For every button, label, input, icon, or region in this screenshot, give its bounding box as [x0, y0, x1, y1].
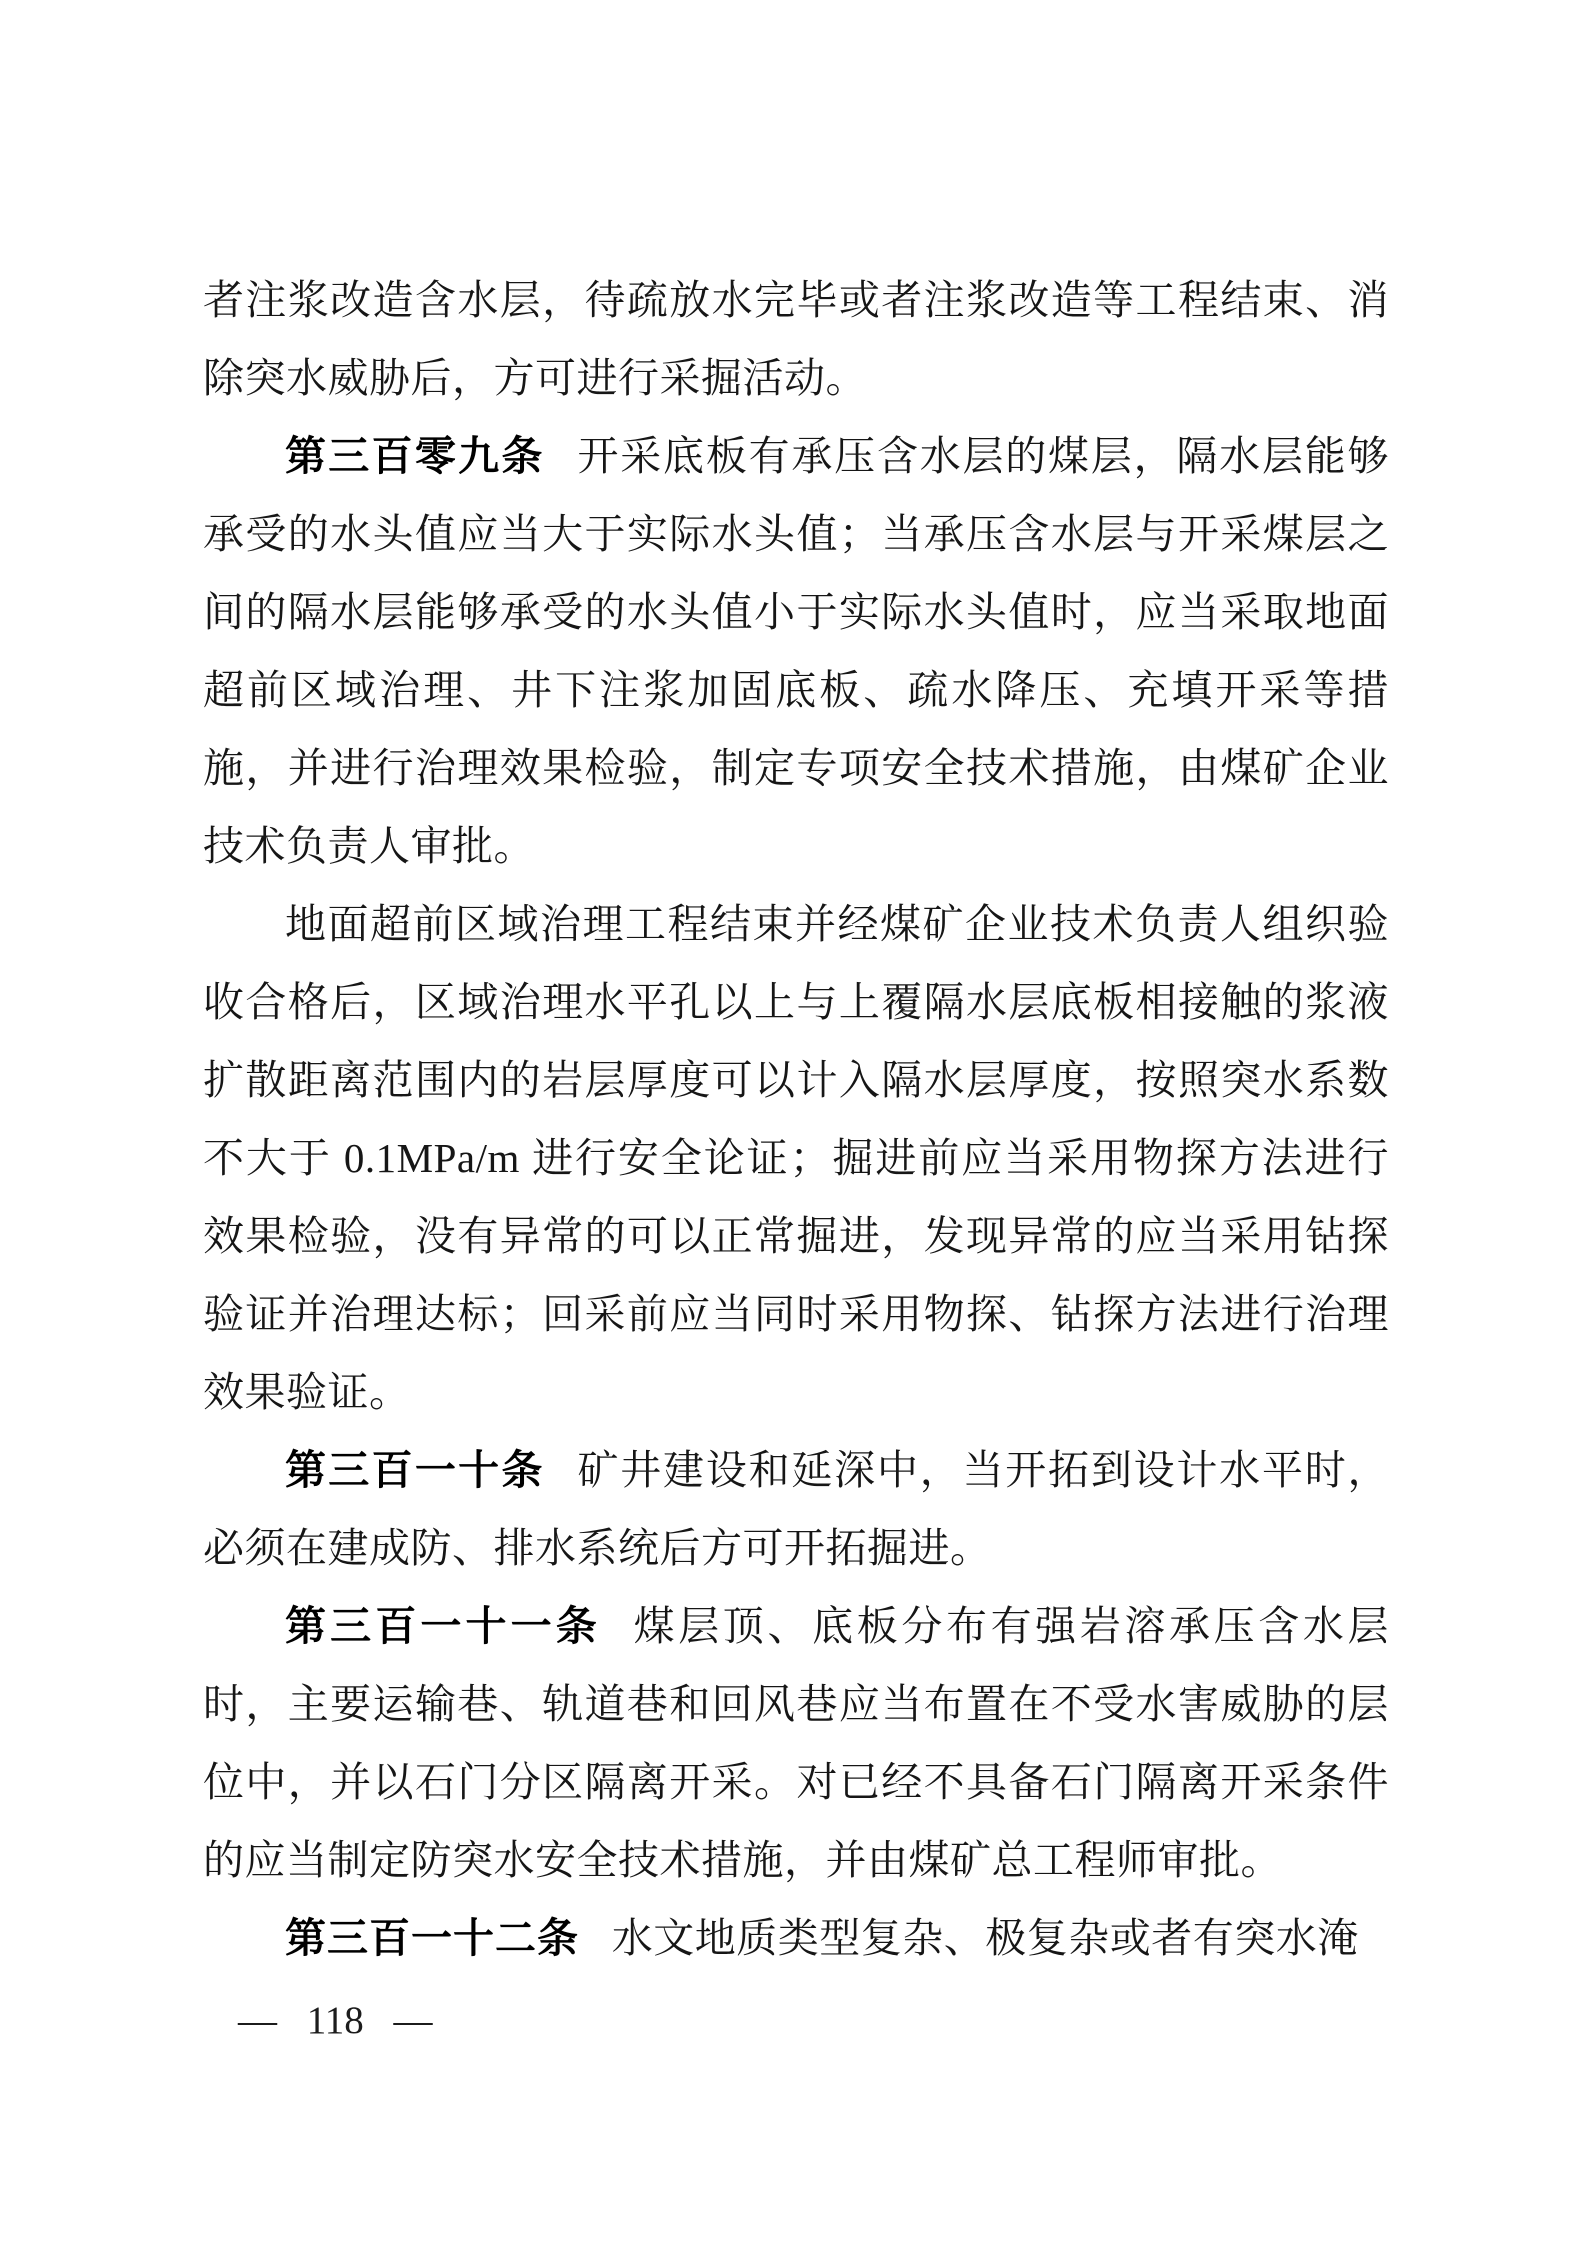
paragraph-text: 煤层顶、底板分布有强岩溶承压含水层时，主要运输巷、轨道巷和回风巷应当布置在不受水害威胁的层位中，并以石门分区隔离开采。对已经不具备石门隔离开采条件的应当制定防突水安全技术措施，并由煤矿总工程师审批。: [203, 1603, 1390, 1883]
paragraph-text: 者注浆改造含水层，待疏放水完毕或者注浆改造等工程结束、消除突水威胁后，方可进行采掘活动。: [203, 277, 1389, 401]
paragraph: [203, 1431, 1389, 1587]
article-number: 第三百一十二条: [285, 1915, 579, 1961]
article-number: 第三百零九条: [285, 433, 545, 479]
page-number: — 118 —: [238, 1999, 433, 2042]
paragraph: [203, 261, 1389, 417]
paragraph: [203, 1899, 1389, 1977]
paragraph-text: 地面超前区域治理工程结束并经煤矿企业技术负责人组织验收合格后，区域治理水平孔以上与上覆隔水层底板相接触的浆液扩散距离范围内的岩层厚度可以计入隔水层厚度，按照突水系数不大于 0.1MPa/m 进行安全论证；掘进前应当采用物探方法进行效果检验，没有异常的可以正常掘进，发现异常的应当采用钻探验证并治理达标；回采前应当同时采用物探、钻探方法进行治理效果验证。: [203, 901, 1389, 1415]
article-number: 第三百一十条: [285, 1447, 545, 1493]
paragraph-text: 水文地质类型复杂、极复杂或者有突水淹: [611, 1915, 1359, 1961]
article-number: 第三百一十一条: [285, 1603, 601, 1649]
text-block: [203, 261, 1389, 1977]
paragraph: [203, 1587, 1389, 1899]
paragraph: [203, 417, 1389, 885]
paragraph: [203, 885, 1389, 1431]
paragraph-text: 矿井建设和延深中，当开拓到设计水平时，必须在建成防、排水系统后方可开拓掘进。: [203, 1447, 1390, 1571]
paragraph-text: 开采底板有承压含水层的煤层，隔水层能够承受的水头值应当大于实际水头值；当承压含水层与开采煤层之间的隔水层能够承受的水头值小于实际水头值时，应当采取地面超前区域治理、井下注浆加固底板、疏水降压、充填开采等措施，并进行治理效果检验，制定专项安全技术措施，由煤矿企业技术负责人审批。: [203, 433, 1390, 869]
